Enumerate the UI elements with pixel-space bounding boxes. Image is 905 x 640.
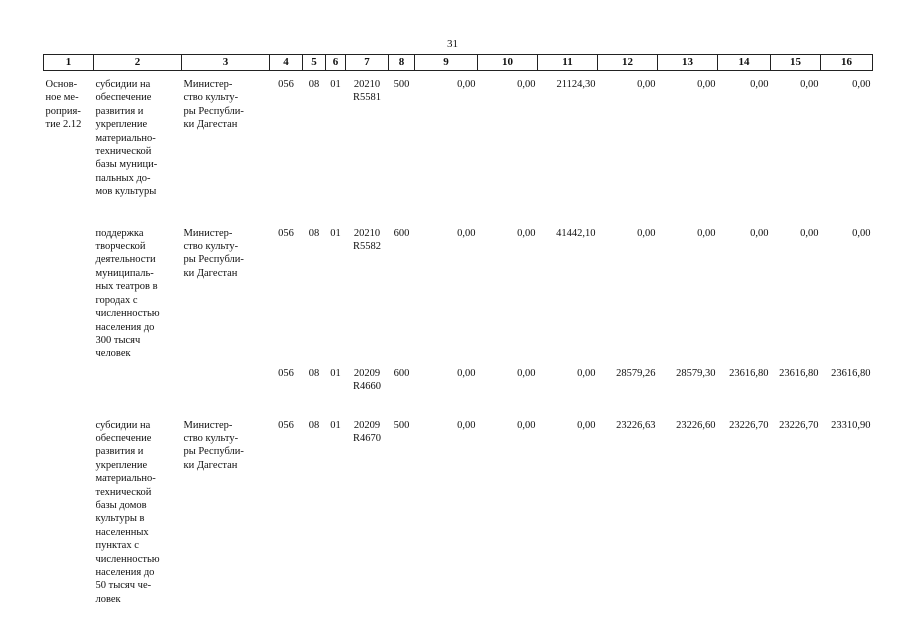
- expense-type-cell: 500: [393, 79, 410, 90]
- cell-line: 20210: [353, 79, 381, 90]
- header-cell: 15: [771, 55, 821, 71]
- executor-cell: [182, 361, 270, 414]
- cell-line: Министер-: [183, 419, 233, 431]
- amount-cell: 0,00: [750, 79, 769, 90]
- expense-type-cell: 500: [393, 419, 410, 431]
- page-number: 31: [447, 38, 458, 50]
- cell-line: пунктах с: [95, 540, 139, 552]
- amount-cell: 21124,30: [556, 79, 596, 90]
- subsection-code-cell: 01: [330, 419, 341, 431]
- cell-line: 20209: [353, 367, 381, 379]
- cell-line: поддержка: [95, 227, 144, 239]
- section-code-cell: 08: [308, 79, 320, 90]
- amount-cell: 0,00: [457, 419, 476, 431]
- header-cell: 3: [182, 55, 270, 71]
- header-cell: 7: [346, 55, 389, 71]
- section-code-cell: 08: [308, 419, 320, 431]
- header-cell: 4: [270, 55, 303, 71]
- measure-cell: [44, 221, 94, 361]
- cell-line: 20209: [353, 419, 381, 431]
- cell-line: материально-: [95, 132, 156, 144]
- amount-cell: 0,00: [457, 79, 476, 90]
- amount-cell: 0,00: [637, 79, 656, 90]
- cell-line: деятельности: [95, 254, 156, 266]
- cell-line: материально-: [95, 473, 156, 485]
- cell-line: ки Дагестан: [183, 459, 238, 471]
- header-cell: 6: [326, 55, 346, 71]
- cell-line: тие 2.12: [45, 119, 82, 131]
- cell-line: Министер-: [183, 227, 233, 239]
- cell-line: ры Республи-: [183, 105, 244, 117]
- section-code-cell: 08: [308, 227, 320, 239]
- cell-line: численностью: [95, 308, 160, 320]
- amount-cell: 28579,30: [676, 367, 716, 379]
- cell-line: человек: [95, 348, 131, 360]
- cell-line: роприя-: [45, 105, 81, 117]
- cell-line: численностью: [95, 553, 160, 565]
- target-article-cell: [346, 414, 389, 607]
- cell-line: технической: [95, 146, 152, 158]
- cell-line: ки Дагестан: [183, 267, 238, 279]
- executor-cell: [182, 71, 270, 221]
- cell-line: 300 тысяч: [95, 334, 141, 346]
- expense-type-cell: 600: [393, 227, 410, 239]
- cell-line: ры Республи-: [183, 446, 244, 458]
- budget-table: [43, 54, 873, 606]
- grbs-code-cell: 056: [278, 419, 294, 431]
- cell-line: мов культуры: [95, 186, 157, 198]
- table-row: [44, 221, 873, 361]
- cell-line: обеспечение: [95, 92, 152, 104]
- description-cell: [94, 221, 182, 361]
- cell-line: ство культу-: [183, 432, 239, 444]
- cell-line: ры Республи-: [183, 254, 244, 266]
- cell-line: R4660: [352, 381, 381, 393]
- cell-line: R4670: [352, 432, 381, 444]
- cell-line: 20210: [353, 227, 381, 239]
- cell-line: R5581: [352, 92, 381, 104]
- cell-line: Основ-: [45, 79, 78, 90]
- header-cell: 16: [821, 55, 873, 71]
- amount-cell: 0,00: [457, 227, 476, 239]
- amount-cell: 0,00: [852, 79, 871, 90]
- amount-cell: 0,00: [457, 367, 476, 379]
- cell-line: творческой: [95, 241, 146, 253]
- amount-cell: 23310,90: [831, 419, 871, 431]
- grbs-code-cell: 056: [278, 367, 294, 379]
- subsection-code-cell: 01: [330, 367, 341, 379]
- amount-cell: 0,00: [517, 227, 536, 239]
- amount-cell: 23616,80: [729, 367, 769, 379]
- subsection-code-cell: 01: [330, 227, 341, 239]
- cell-line: R5582: [352, 241, 381, 253]
- header-cell: 1: [44, 55, 94, 71]
- expense-type-cell: 600: [393, 367, 410, 379]
- table-row: [44, 71, 873, 221]
- description-cell: [94, 414, 182, 607]
- header-cell: 11: [538, 55, 598, 71]
- cell-line: ство культу-: [183, 92, 239, 104]
- cell-line: развития и: [95, 105, 144, 117]
- amount-cell: 0,00: [517, 419, 536, 431]
- cell-line: Министер-: [183, 79, 233, 90]
- amount-cell: 0,00: [852, 227, 871, 239]
- cell-line: базы муници-: [95, 159, 158, 171]
- grbs-code-cell: 056: [278, 227, 294, 239]
- cell-line: субсидии на: [95, 419, 151, 431]
- table-row: [44, 361, 873, 414]
- description-cell: [94, 361, 182, 414]
- amount-cell: 0,00: [577, 419, 596, 431]
- target-article-cell: [346, 361, 389, 414]
- cell-line: субсидии на: [95, 79, 151, 90]
- table-row: [44, 414, 873, 607]
- amount-cell: 0,00: [517, 79, 536, 90]
- amount-cell: 23616,80: [779, 367, 819, 379]
- header-cell: 13: [658, 55, 718, 71]
- target-article-cell: [346, 71, 389, 221]
- cell-line: ное ме-: [45, 92, 79, 104]
- cell-line: укрепление: [95, 459, 148, 471]
- cell-line: ных театров в: [95, 281, 158, 293]
- header-cell: 5: [303, 55, 326, 71]
- amount-cell: 0,00: [800, 79, 819, 90]
- measure-cell: [44, 414, 94, 607]
- amount-cell: 0,00: [750, 227, 769, 239]
- amount-cell: 0,00: [697, 79, 716, 90]
- amount-cell: 23226,70: [779, 419, 819, 431]
- cell-line: развития и: [95, 446, 144, 458]
- subsection-code-cell: 01: [330, 79, 341, 90]
- amount-cell: 0,00: [697, 227, 716, 239]
- measure-cell: [44, 71, 94, 221]
- cell-line: населенных: [95, 526, 149, 538]
- cell-line: пальных до-: [95, 172, 151, 184]
- cell-line: укрепление: [95, 119, 148, 131]
- header-cell: 2: [94, 55, 182, 71]
- cell-line: ки Дагестан: [183, 119, 238, 131]
- amount-cell: 23616,80: [831, 367, 871, 379]
- measure-cell: [44, 361, 94, 414]
- cell-line: городах с: [95, 294, 138, 306]
- cell-line: населения до: [95, 321, 155, 333]
- description-cell: [94, 71, 182, 221]
- amount-cell: 0,00: [800, 227, 819, 239]
- amount-cell: 23226,70: [729, 419, 769, 431]
- section-code-cell: 08: [308, 367, 320, 379]
- executor-cell: [182, 221, 270, 361]
- executor-cell: [182, 414, 270, 607]
- target-article-cell: [346, 221, 389, 361]
- cell-line: культуры в: [95, 513, 145, 525]
- header-cell: 9: [415, 55, 478, 71]
- cell-line: населения до: [95, 567, 155, 578]
- amount-cell: 0,00: [637, 227, 656, 239]
- amount-cell: 0,00: [577, 367, 596, 379]
- cell-line: 50 тысяч че-: [95, 580, 152, 592]
- header-row: [44, 55, 873, 71]
- amount-cell: 23226,63: [616, 419, 656, 431]
- header-cell: 12: [598, 55, 658, 71]
- amount-cell: 41442,10: [556, 227, 596, 239]
- cell-line: ловек: [95, 593, 121, 605]
- amount-cell: 23226,60: [676, 419, 716, 431]
- grbs-code-cell: 056: [278, 79, 294, 90]
- cell-line: ство культу-: [183, 241, 239, 253]
- cell-line: базы домов: [95, 499, 147, 511]
- cell-line: обеспечение: [95, 432, 152, 444]
- cell-line: технической: [95, 486, 152, 498]
- cell-line: муниципаль-: [95, 267, 154, 279]
- header-cell: 14: [718, 55, 771, 71]
- header-cell: 8: [389, 55, 415, 71]
- header-cell: 10: [478, 55, 538, 71]
- amount-cell: 0,00: [517, 367, 536, 379]
- amount-cell: 28579,26: [616, 367, 656, 379]
